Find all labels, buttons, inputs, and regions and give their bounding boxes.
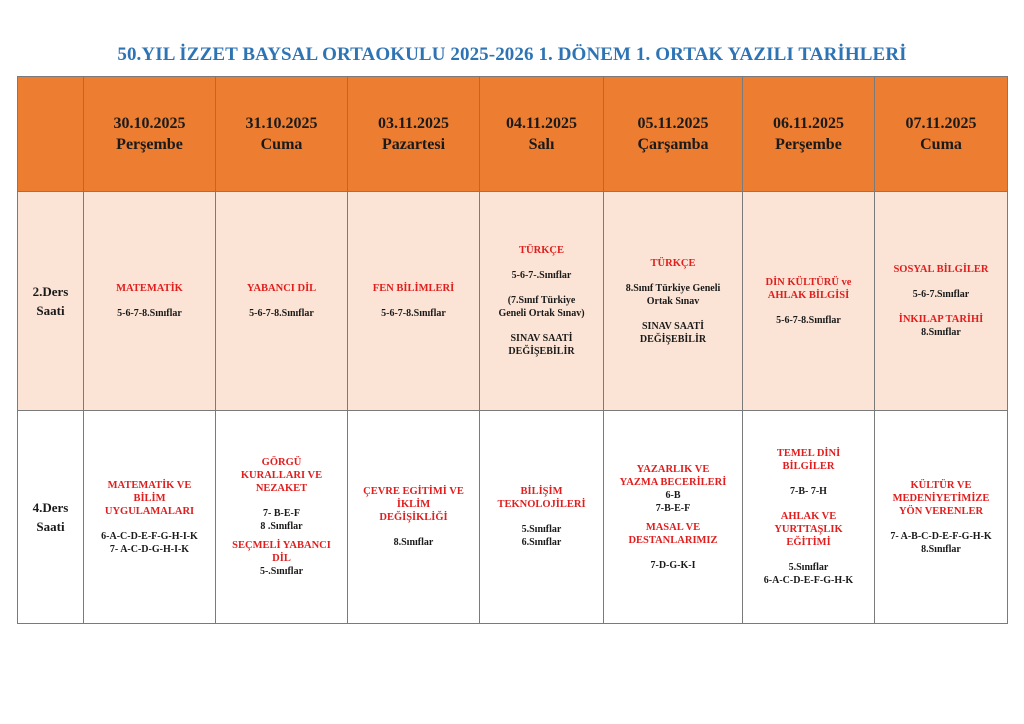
- note-label: (7.Sınıf Türkiye: [507, 295, 576, 306]
- subject-label: TÜRKÇE: [650, 257, 696, 269]
- date-label: 05.11.2025: [637, 115, 709, 132]
- subject-label: İKLİM: [396, 499, 431, 510]
- subject-label: DESTANLARIMIZ: [628, 534, 718, 546]
- exam-cell: [604, 411, 743, 624]
- subject-label: BİLGİLER: [782, 461, 835, 472]
- row-label: 4.Ders Saati: [18, 411, 84, 624]
- row-label: 2.Ders Saati: [18, 192, 84, 411]
- exam-cell: [84, 411, 216, 624]
- subject-label: GÖRGÜ: [261, 457, 302, 468]
- date-label: 04.11.2025: [505, 115, 578, 132]
- note-label: Geneli Ortak Sınav): [498, 308, 585, 319]
- classes-label: 5-6-7-8.Sınıflar: [249, 308, 314, 319]
- classes-label: 5-6-7-8.Sınıflar: [381, 308, 446, 319]
- exam-cell: [743, 411, 875, 624]
- note-label: DEĞİŞEBİLİR: [639, 333, 707, 345]
- period-4-row: [18, 411, 1008, 624]
- subject-label: AHLAK VE: [780, 511, 837, 522]
- classes-label: 7-B-E-F: [655, 502, 691, 514]
- exam-cell: [348, 411, 480, 624]
- page-title: 50.YIL İZZET BAYSAL ORTAOKULU 2025-2026 1. DÖNEM 1. ORTAK YAZILI TARİHLERİ: [117, 44, 907, 65]
- classes-label: 8 .Sınıflar: [260, 521, 303, 532]
- subject-label: YABANCI DİL: [246, 283, 317, 294]
- classes-label: 5.Sınıflar: [788, 562, 829, 573]
- exam-cell: [875, 192, 1008, 411]
- weekday-label: Çarşamba: [637, 136, 709, 153]
- exam-schedule-table: [17, 76, 1008, 624]
- classes-label: 7-B- 7-H: [790, 486, 827, 497]
- classes-label: 8.Sınıf Türkiye Geneli: [625, 282, 721, 294]
- classes-label: Ortak Sınav: [646, 295, 700, 307]
- subject-label: AHLAK BİLGİSİ: [767, 289, 850, 301]
- classes-label: 8.Sınıflar: [921, 543, 961, 555]
- exam-cell: [875, 411, 1008, 624]
- weekday-label: Cuma: [920, 136, 962, 153]
- classes-label: 8.Sınıflar: [921, 327, 961, 338]
- subject-label: EĞİTİMİ: [786, 537, 831, 548]
- classes-label: 7-D-G-K-I: [650, 559, 696, 571]
- weekday-label: Salı: [528, 136, 555, 153]
- subject-label: SOSYAL BİLGİLER: [893, 264, 989, 275]
- subject-label: DİN KÜLTÜRÜ ve: [765, 276, 852, 288]
- subject-label: BİLİM: [133, 492, 166, 504]
- classes-label: 5-6-7-8.Sınıflar: [117, 308, 182, 319]
- classes-label: 5-6-7.Sınıflar: [912, 289, 970, 300]
- subject-label: UYGULAMALARI: [104, 505, 195, 517]
- weekday-label: Perşembe: [116, 136, 183, 153]
- classes-label: 6-A-C-D-E-F-G-H-I-K: [101, 530, 198, 542]
- classes-label: 5-.Sınıflar: [259, 566, 304, 577]
- day-header: [743, 77, 875, 192]
- note-label: SINAV SAATİ: [510, 333, 573, 344]
- note-label: DEĞİŞEBİLİR: [508, 346, 575, 357]
- corner-cell: [18, 77, 84, 192]
- subject-label: KURALLARI VE: [240, 470, 323, 481]
- classes-label: 7- A-B-C-D-E-F-G-H-K: [890, 530, 992, 542]
- subject-label: DEĞİŞİKLİĞİ: [379, 512, 448, 523]
- classes-label: 7- B-E-F: [263, 508, 300, 519]
- subject-label: NEZAKET: [255, 483, 308, 494]
- exam-cell: [348, 192, 480, 411]
- classes-label: 5.Sınıflar: [521, 524, 562, 535]
- subject-label: MASAL VE: [645, 521, 701, 533]
- subject-label: YÖN VERENLER: [898, 505, 984, 517]
- weekday-label: Perşembe: [775, 136, 842, 153]
- classes-label: 6.Sınıflar: [521, 537, 562, 548]
- day-header: [480, 77, 604, 192]
- classes-label: 8.Sınıflar: [393, 537, 434, 548]
- subject-label: MATEMATİK: [116, 283, 183, 294]
- exam-cell: [480, 411, 604, 624]
- subject-label: TEMEL DİNİ: [776, 448, 841, 459]
- classes-label: 7- A-C-D-G-H-I-K: [109, 543, 190, 555]
- subject-label: DİL: [272, 553, 291, 564]
- date-label: 06.11.2025: [772, 115, 845, 132]
- classes-label: 5-6-7-8.Sınıflar: [776, 314, 841, 326]
- classes-label: 6-B: [665, 489, 681, 501]
- weekday-label: Cuma: [260, 136, 303, 153]
- exam-cell: [480, 192, 604, 411]
- subject-label: MATEMATİK VE: [107, 479, 192, 491]
- subject-label: TEKNOLOJİLERİ: [497, 499, 586, 510]
- header-row: [18, 77, 1008, 192]
- date-label: 30.10.2025: [113, 115, 186, 132]
- day-header: [84, 77, 216, 192]
- day-header: [216, 77, 348, 192]
- day-header: [875, 77, 1008, 192]
- exam-cell: [216, 192, 348, 411]
- period-2-row: [18, 192, 1008, 411]
- day-header: [604, 77, 743, 192]
- subject-label: ÇEVRE EGİTİMİ VE: [363, 486, 464, 497]
- subject-label: BİLİŞİM: [520, 486, 563, 497]
- day-header: [348, 77, 480, 192]
- subject-label: YAZMA BECERİLERİ: [619, 476, 727, 488]
- note-label: SINAV SAATİ: [642, 320, 704, 332]
- subject-label: SEÇMELİ YABANCI: [232, 540, 331, 551]
- subject-label: MEDENİYETİMİZE: [892, 492, 990, 504]
- date-label: 31.10.2025: [245, 115, 318, 132]
- date-label: 03.11.2025: [377, 115, 450, 132]
- classes-label: 5-6-7-.Sınıflar: [511, 270, 572, 281]
- weekday-label: Pazartesi: [381, 136, 446, 153]
- subject-label: FEN BİLİMLERİ: [372, 283, 455, 294]
- date-label: 07.11.2025: [905, 115, 977, 132]
- exam-cell: [604, 192, 743, 411]
- classes-label: 6-A-C-D-E-F-G-H-K: [763, 575, 854, 586]
- exam-cell: [216, 411, 348, 624]
- subject-label: TÜRKÇE: [519, 245, 564, 256]
- exam-cell: [84, 192, 216, 411]
- subject-label: KÜLTÜR VE: [910, 479, 972, 491]
- subject-label: YAZARLIK VE: [636, 463, 710, 475]
- subject-label: YURTTAŞLIK: [774, 524, 843, 535]
- exam-cell: [743, 192, 875, 411]
- subject-label: İNKILAP TARİHİ: [898, 314, 984, 325]
